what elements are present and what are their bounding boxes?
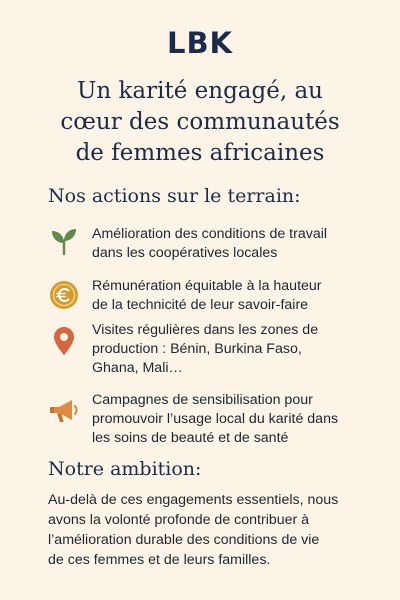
ambition-line: de ces femmes et de leurs familles. xyxy=(48,552,271,568)
megaphone-icon xyxy=(48,395,80,427)
action-line: Rémunération équitable à la hauteur xyxy=(92,278,322,294)
action-text xyxy=(92,225,392,263)
actions-section-title: Nos actions sur le terrain: xyxy=(48,185,301,207)
action-text xyxy=(92,277,392,315)
headline-line: de femmes africaines xyxy=(75,140,325,166)
headline-line: Un karité engagé, au xyxy=(76,78,323,104)
action-line: Campagnes de sensibilisation pour xyxy=(92,392,313,408)
sprout-icon xyxy=(48,225,80,257)
action-line: Amélioration des conditions de travail xyxy=(92,226,328,242)
ambition-line: l’amélioration durable des conditions de vie xyxy=(48,532,320,548)
action-line: Visites régulières dans les zones de xyxy=(92,322,319,338)
map-pin-icon xyxy=(48,325,80,357)
headline xyxy=(20,76,380,169)
euro-coin-icon xyxy=(48,279,80,311)
ambition-line: avons la volonté profonde de contribuer à xyxy=(48,512,310,528)
action-line: les soins de beauté et de santé xyxy=(92,430,289,446)
headline-line: cœur des communautés xyxy=(60,109,340,135)
ambition-line: Au-delà de ces engagements essentiels, nous xyxy=(48,492,339,508)
action-line: production : Bénin, Burkina Faso, xyxy=(92,341,302,357)
action-line: Ghana, Mali… xyxy=(92,360,183,376)
action-text xyxy=(92,391,392,448)
action-line: dans les coopératives locales xyxy=(92,245,278,261)
action-text xyxy=(92,321,392,378)
action-line: de la technicité de leur savoir-faire xyxy=(92,297,309,313)
brand-logo-text: LBK xyxy=(166,26,234,60)
ambition-section-title: Notre ambition: xyxy=(48,458,202,480)
ambition-paragraph xyxy=(48,490,388,570)
action-line: promouvoir l’usage local du karité dans xyxy=(92,411,339,427)
